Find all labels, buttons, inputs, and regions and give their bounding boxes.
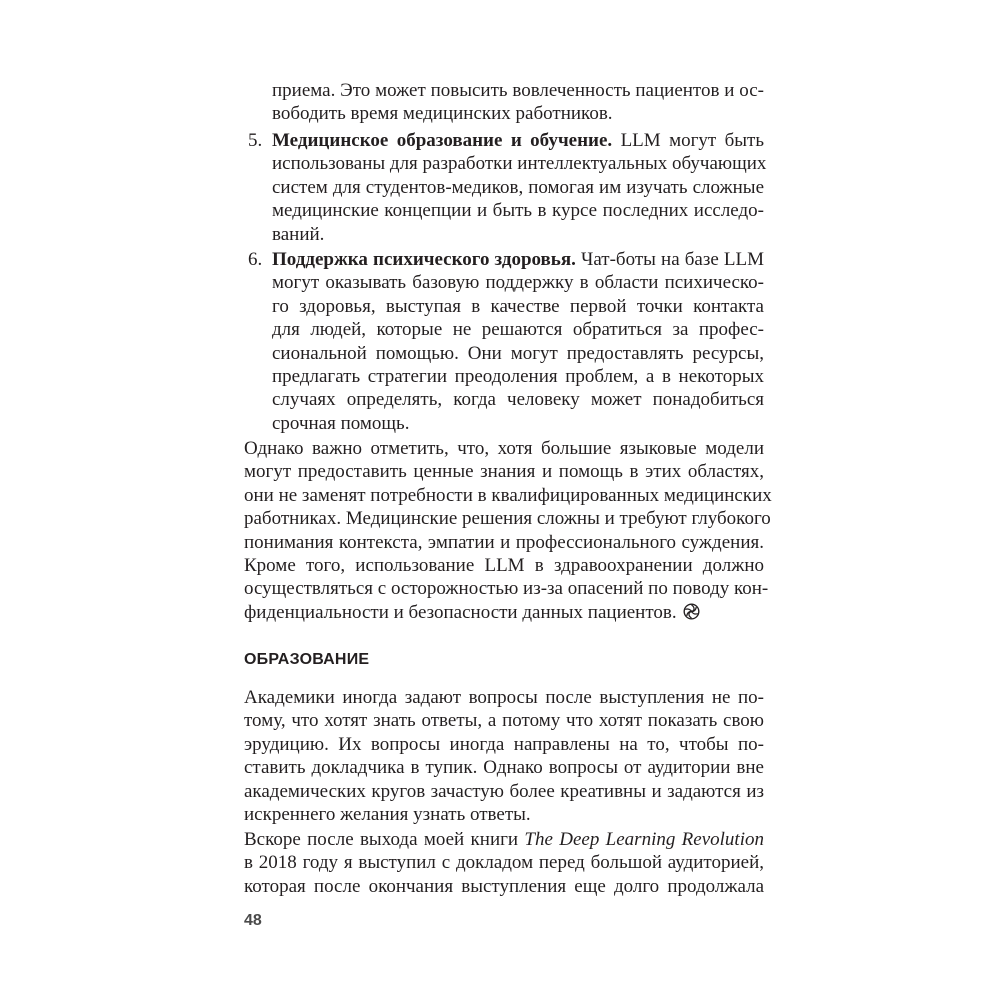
ai-spiral-icon [683,603,700,620]
text-fragment: LLM могут быть [612,130,764,151]
text-line: вободить время медицинских работников. [272,103,613,125]
text-line: тому, что хотят знать ответы, а потому что хотят показать свою [244,710,764,732]
list-item-medical-education [244,129,767,246]
text-line: осуществляться с осторожностью из-за опасений по поводу кон- [244,578,769,600]
list-number: 6. [248,249,263,270]
text-line [272,129,764,152]
education-paragraph-1 [244,686,764,826]
text-line: приема. Это может повысить вовлеченность пациентов и ос- [272,80,764,101]
text-line: они не заменят потребности в квалифицированных медицинских [244,484,772,506]
text-line: Однако важно отметить, что, хотя большие языковые модели [244,438,764,459]
text-line: сиональной помощью. Они могут предоставлять ресурсы, [272,342,764,364]
book-title: The Deep Learning Revolution [524,829,764,850]
section-heading: ОБРАЗОВАНИЕ [244,651,370,668]
text-fragment: фиденциальности и безопасности данных пациентов. [244,601,677,623]
text-line: срочная помощь. [272,412,410,434]
text-fragment: Чат-боты на базе LLM [575,249,764,270]
text-line: ваний. [272,223,325,245]
text-line: предлагать стратегии преодоления проблем, а в некоторых [272,365,764,387]
list-item-title: Поддержка психического здоровья. [272,249,576,270]
summary-paragraph [244,437,772,624]
text-fragment: Вскоре после выхода моей книги [244,829,525,850]
text-line: которая после окончания выступления еще долго продолжала [244,875,764,897]
text-line [244,601,764,624]
text-line: академических кругов зачастую более креативны и задаются из [244,780,764,802]
text-line: искреннего желания узнать ответы. [244,803,531,825]
text-line: эрудицию. Их вопросы иногда направлены на то, чтобы по- [244,733,764,755]
list-item-mental-health [244,248,764,435]
text-line: понимания контекста, эмпатии и профессионального суждения. [244,531,764,553]
text-line: Академики иногда задают вопросы после выступления не по- [244,687,764,708]
text-line: могут оказывать базовую поддержку в области психическо- [272,272,764,294]
text-line: в 2018 году я выступил с докладом перед большой аудиторией, [244,852,764,874]
list-number: 5. [248,130,263,151]
text-line [244,828,764,851]
text-line: го здоровья, выступая в качестве первой точки контакта [272,295,764,317]
text-line: ставить докладчика в тупик. Однако вопросы от аудитории вне [244,757,764,779]
text-line: систем для студентов-медиков, помогая им изучать сложные [272,176,764,198]
text-line: случаях определять, когда человеку может понадобиться [272,389,764,411]
text-line [272,248,764,271]
list-item-title: Медицинское образование и обучение. [272,130,613,151]
text-line: работниках. Медицинские решения сложны и требуют глубокого [244,508,771,530]
text-line: для людей, которые не решаются обратиться за профес- [272,319,764,341]
text-line: использованы для разработки интеллектуальных обучающих [272,153,767,175]
education-paragraph-2 [244,828,764,898]
text-line: могут предоставить ценные знания и помощь в этих областях, [244,461,764,483]
text-line: медицинские концепции и быть в курсе последних исследо- [272,200,764,222]
text-line: Кроме того, использование LLM в здравоохранении должно [244,554,764,576]
continuation-paragraph [272,79,764,126]
page-number: 48 [244,912,262,929]
